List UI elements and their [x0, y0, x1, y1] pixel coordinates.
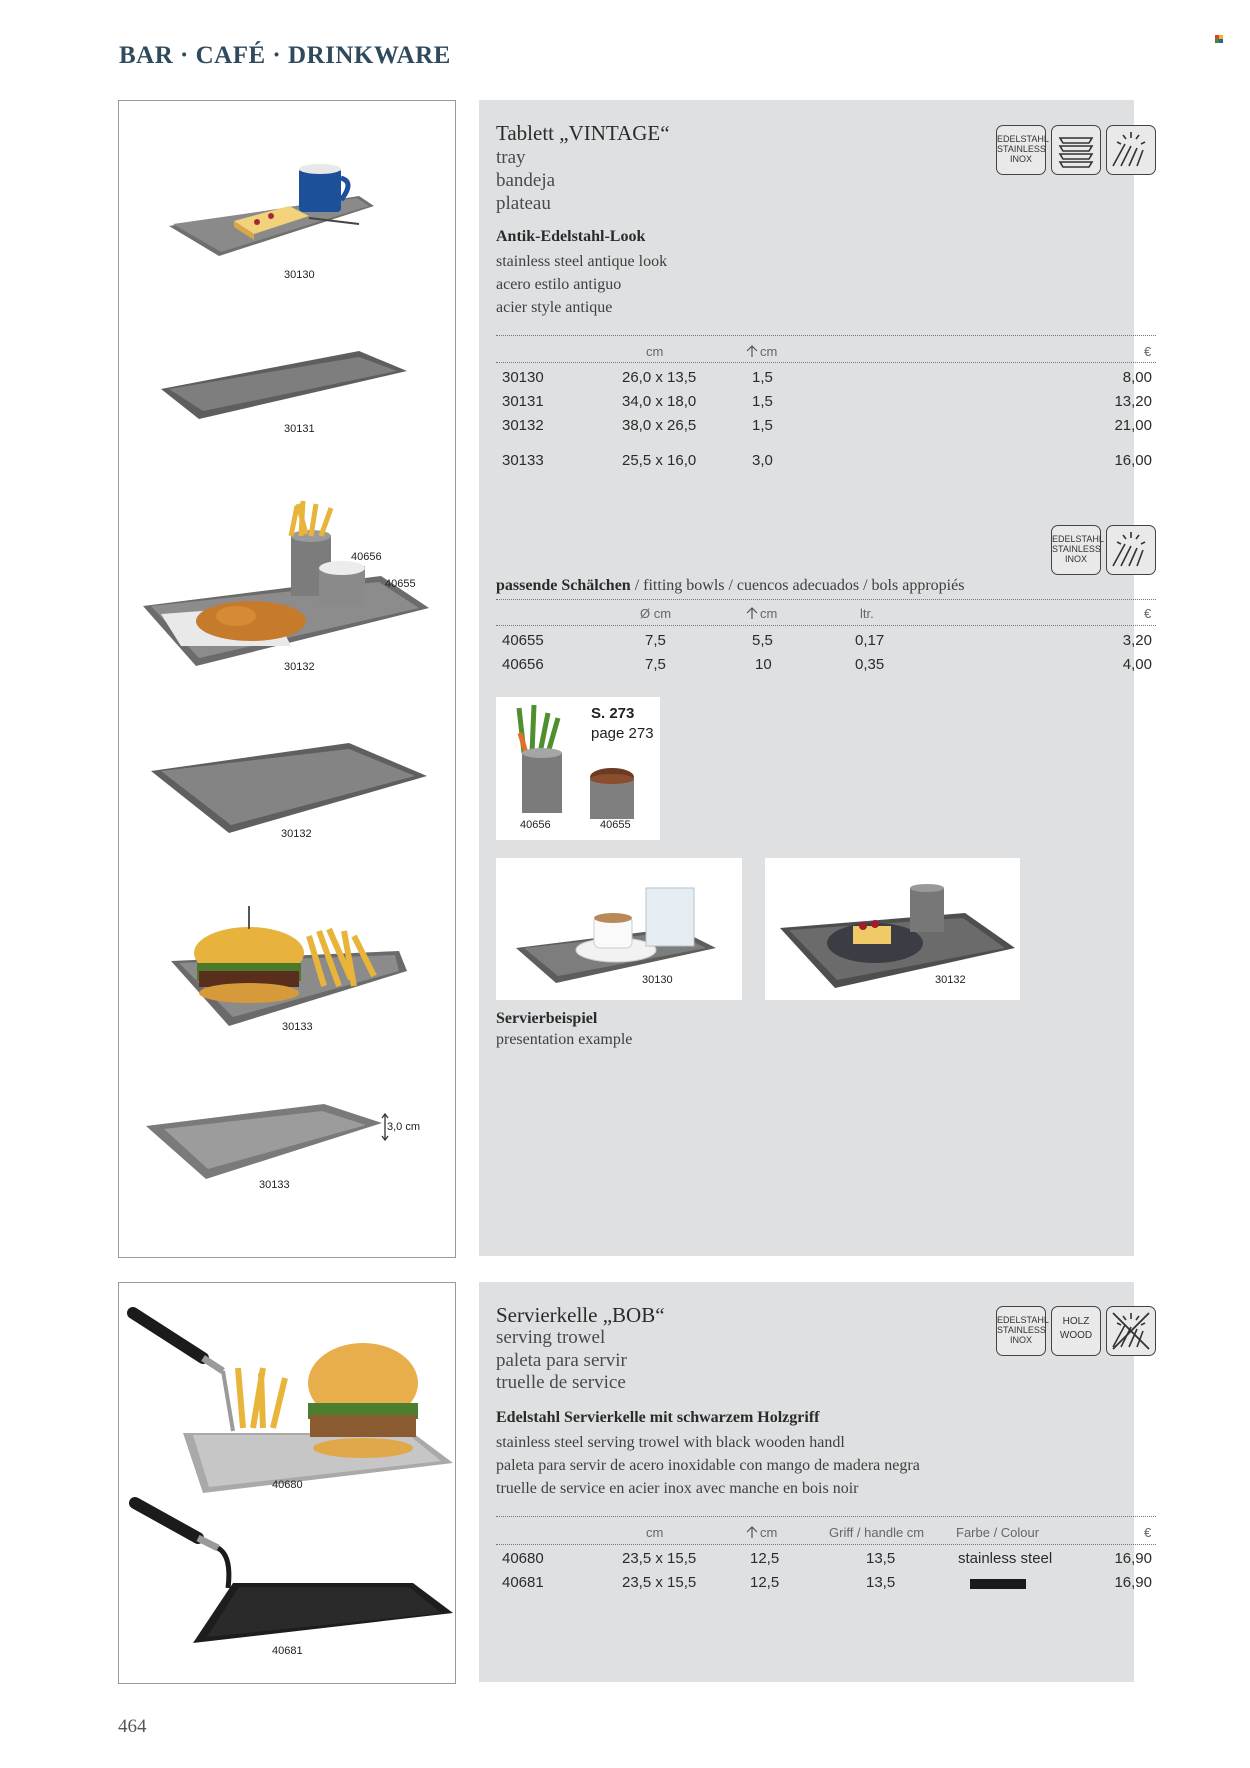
product-desc-line: stainless steel serving trowel with black wooden handl: [496, 1434, 845, 1451]
product-subtitle: truelle de service: [496, 1372, 626, 1393]
tray-30132-image: [149, 741, 429, 836]
item-price: 4,00: [1122, 656, 1152, 673]
col-head-price: €: [1144, 606, 1152, 621]
product-subtitle: paleta para servir: [496, 1350, 627, 1371]
image-label: 40655: [600, 819, 631, 831]
height-arrow-icon: [745, 1525, 759, 1538]
col-head-colour: Farbe / Colour: [956, 1525, 1040, 1540]
dishwasher-icon: [1106, 525, 1156, 575]
item-price: 16,90: [1114, 1550, 1152, 1567]
product-desc-line: truelle de service en acier inox avec manche en bois noir: [496, 1480, 859, 1497]
height-arrow-icon: [745, 606, 759, 619]
item-size: 23,5 x 15,5: [622, 1574, 697, 1591]
item-height: 5,5: [752, 632, 773, 649]
product-title: Servierkelle „BOB“: [496, 1303, 665, 1327]
col-head-height: cm: [760, 1525, 778, 1540]
item-no: 30132: [502, 417, 544, 434]
image-label: 30133: [282, 1021, 313, 1033]
product-subtitle: plateau: [496, 193, 551, 214]
stainless-steel-badge: EDELSTAHL STAINLESS INOX: [996, 1306, 1046, 1356]
item-size: 25,5 x 16,0: [622, 452, 697, 469]
tray-30133-burger-image: [169, 901, 409, 1031]
tray-images-panel: [118, 100, 456, 1258]
tray-30131-image: [159, 349, 409, 429]
ref-page-short: S. 273: [591, 705, 635, 722]
col-head-size: cm: [646, 1525, 664, 1540]
image-label: 30133: [259, 1179, 290, 1191]
image-label: 40655: [385, 578, 416, 590]
page-reference-card: [496, 697, 660, 840]
colour-swatch-black: [970, 1579, 1026, 1589]
product-desc-bold: Antik-Edelstahl-Look: [496, 228, 646, 245]
item-size: 38,0 x 26,5: [622, 417, 697, 434]
example-30132-image: [765, 858, 1020, 1000]
dishwasher-icon: [1106, 125, 1156, 175]
product-desc-line: stainless steel antique look: [496, 253, 668, 270]
item-no: 30130: [502, 369, 544, 386]
item-height: 1,5: [752, 417, 773, 434]
col-head-ltr: ltr.: [860, 606, 874, 621]
image-label: 40680: [272, 1479, 303, 1491]
item-no: 30133: [502, 452, 544, 469]
item-no: 30131: [502, 393, 544, 410]
item-no: 40680: [502, 1550, 544, 1567]
image-label: 30132: [281, 828, 312, 840]
item-price: 21,00: [1114, 417, 1152, 434]
product-desc-bold: Edelstahl Servierkelle mit schwarzem Holzgriff: [496, 1409, 820, 1426]
product-subtitle: serving trowel: [496, 1327, 606, 1348]
col-head-price: €: [1144, 1525, 1152, 1540]
col-head-price: €: [1144, 344, 1152, 359]
product-subtitle: tray: [496, 147, 526, 168]
product-desc-line: paleta para servir de acero inoxidable con mango de madera negra: [496, 1457, 920, 1474]
image-label: 40656: [520, 819, 551, 831]
image-label: 40656: [351, 551, 382, 563]
height-arrow-icon: [745, 344, 759, 357]
item-price: 16,00: [1114, 452, 1152, 469]
col-head-size: cm: [646, 344, 664, 359]
page-title: BAR · CAFÉ · DRINKWARE: [119, 42, 451, 69]
example-title: Servierbeispiel: [496, 1010, 598, 1027]
stack-icon: [1051, 125, 1101, 175]
image-label: 30130: [284, 269, 315, 281]
trowel-40681-image: [123, 1483, 453, 1653]
item-ltr: 0,17: [855, 632, 885, 649]
item-diam: 7,5: [645, 656, 666, 673]
item-no: 40656: [502, 656, 544, 673]
item-height: 12,5: [750, 1550, 780, 1567]
item-height: 12,5: [750, 1574, 780, 1591]
item-size: 23,5 x 15,5: [622, 1550, 697, 1567]
bowl-40655-image: [584, 767, 640, 822]
example-30130-image: [496, 858, 742, 1000]
item-diam: 7,5: [645, 632, 666, 649]
image-label: 30132: [284, 661, 315, 673]
item-no: 40681: [502, 1574, 544, 1591]
stainless-steel-badge: EDELSTAHL STAINLESS INOX: [1051, 525, 1101, 575]
page-number: 464: [118, 1716, 147, 1737]
example-subtitle: presentation example: [496, 1031, 633, 1048]
color-mark-icon: [1215, 35, 1225, 43]
no-dishwasher-icon: [1106, 1306, 1156, 1356]
image-label: 30132: [935, 974, 966, 986]
item-height: 3,0: [752, 452, 773, 469]
item-no: 40655: [502, 632, 544, 649]
stainless-steel-badge: EDELSTAHL STAINLESS INOX: [996, 125, 1046, 175]
col-head-diam: Ø cm: [640, 606, 672, 621]
image-label: 30130: [642, 974, 673, 986]
image-label: 40681: [272, 1645, 303, 1657]
product-title: Tablett „VINTAGE“: [496, 121, 670, 145]
product-desc-line: acier style antique: [496, 299, 613, 316]
col-head-height: cm: [760, 344, 778, 359]
item-height: 1,5: [752, 369, 773, 386]
item-height: 1,5: [752, 393, 773, 410]
bowls-title-bold: passende Schälchen: [496, 577, 631, 594]
ref-page-long: page 273: [591, 725, 654, 742]
item-ltr: 0,35: [855, 656, 885, 673]
bowl-40656-image: [504, 703, 574, 818]
item-price: 3,20: [1122, 632, 1152, 649]
item-price: 13,20: [1114, 393, 1152, 410]
image-label: 30131: [284, 423, 315, 435]
wood-badge: HOLZ WOOD: [1051, 1306, 1101, 1356]
item-height: 10: [755, 656, 772, 673]
col-head-handle: Griff / handle cm: [829, 1525, 925, 1540]
item-handle: 13,5: [866, 1550, 896, 1567]
item-handle: 13,5: [866, 1574, 896, 1591]
item-price: 16,90: [1114, 1574, 1152, 1591]
product-subtitle: bandeja: [496, 170, 556, 191]
item-size: 34,0 x 18,0: [622, 393, 697, 410]
trowel-images-panel: [118, 1282, 456, 1684]
product-desc-line: acero estilo antiguo: [496, 276, 622, 293]
bowls-title: / fitting bowls / cuencos adecuados / bols appropiés: [630, 577, 965, 594]
col-head-height: cm: [760, 606, 778, 621]
item-price: 8,00: [1122, 369, 1152, 386]
trowel-40680-image: [123, 1303, 453, 1493]
tray-30130-image: [159, 156, 389, 266]
tray-30133-image: [144, 1101, 384, 1181]
height-marker-label: 3,0 cm: [387, 1121, 421, 1133]
item-size: 26,0 x 13,5: [622, 369, 697, 386]
item-colour: stainless steel: [958, 1550, 1053, 1567]
